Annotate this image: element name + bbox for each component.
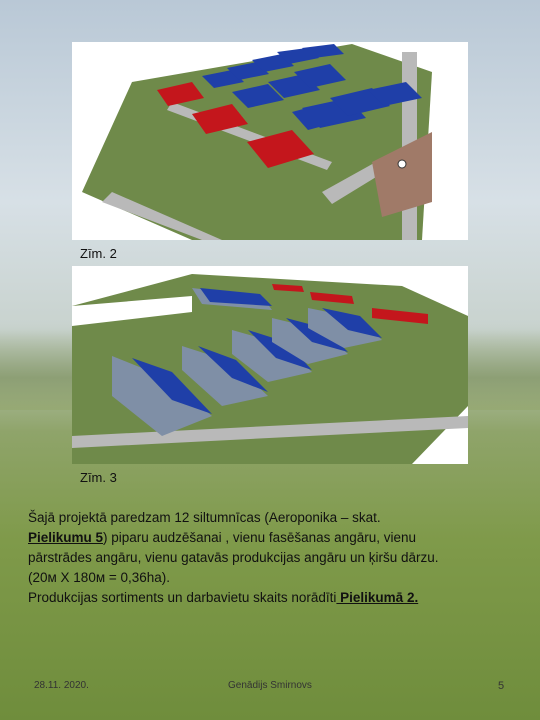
text-line-2 [28,528,528,548]
footer-author: Genādijs Smirnovs [228,680,312,691]
figure-2-image [72,42,468,240]
text-line-1-content: Šajā projektā paredzam 12 siltumnīcas (Aeroponika – skat. [28,510,381,525]
page-number: 5 [498,680,505,692]
appendix-5-link[interactable]: Pielikumu 5 [28,530,104,545]
text-line-3: pārstrādes angāru, vienu gatavās produkcijas angāru un ķiršu dārzu. [28,550,439,565]
figure-3-caption: Zīm. 3 [80,470,117,485]
text-line-1 [28,508,528,528]
text-line-4: (20м X 180м = 0,36ha). [28,570,171,585]
text-line-2-content: ) piparu audzēšanai , vienu fasēšanas angāru, vienu [103,530,416,545]
text-line-5-content: Produkcijas sortiments un darbavietu skaits norādīti [28,590,337,605]
figure-3-image [72,266,468,464]
figure-2-caption: Zīm. 2 [80,246,117,261]
footer-date: 28.11. 2020. [34,680,89,691]
text-line-5 [28,588,528,608]
appendix-2-link[interactable]: Pielikumā 2. [336,590,419,605]
project-description [28,508,528,608]
